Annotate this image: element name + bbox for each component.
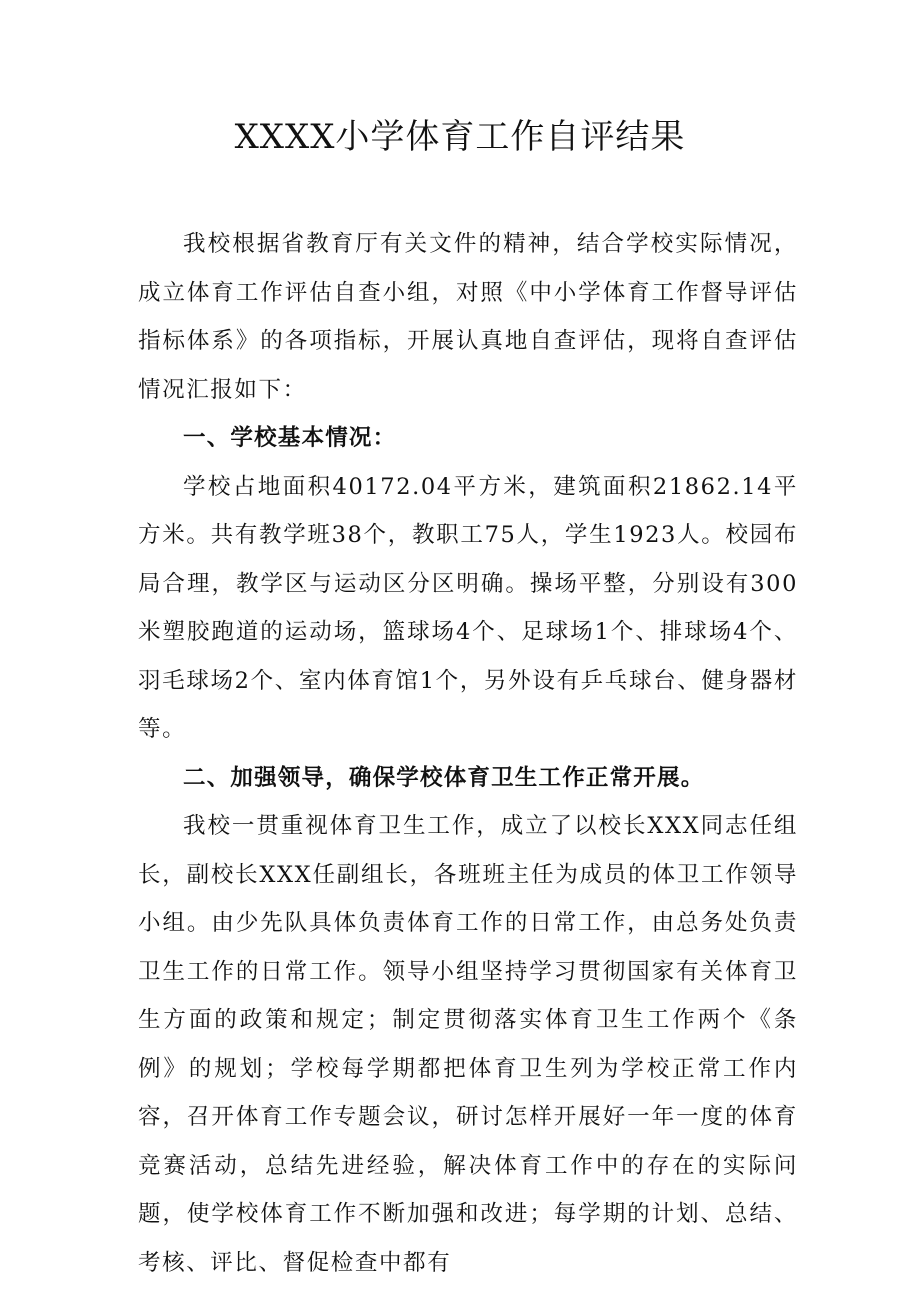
leadership-paragraph: 我校一贯重视体育卫生工作，成立了以校长XXX同志任组长，副校长XXX任副组长，各班班主任为成员的体卫工作领导小组。由少先队具体负责体育工作的日常工作，由总务处负责卫生工作的日常工作。领导小组坚持学习贯彻国家有关体育卫生方面的政策和规定；制定贯彻落实体育卫生工作两个《条例》的规划；学校每学期都把体育卫生列为学校正常工作内容，召开体育工作专题会议，研讨怎样开展好一年一度的体育竞赛活动，总结先进经验，解决体育工作中的存在的实际问题，使学校体育工作不断加强和改进；每学期的计划、总结、考核、评比、督促检查中都有 (138, 813, 798, 1276)
basic-info-paragraph: 学校占地面积40172.04平方米，建筑面积21862.14平方米。共有教学班38个，教职工75人，学生1923人。校园布局合理，教学区与运动区分区明确。操场平整，分别设有300米塑胶跑道的运动场，篮球场4个、足球场1个、排球场4个、羽毛球场2个、室内体育馆1个，另外设有乒乓球台、健身器材等。 (138, 473, 798, 742)
document-body (138, 220, 798, 1287)
document-title: XXXX小学体育工作自评结果 (234, 117, 686, 157)
section-heading-basic-info: 一、学校基本情况： (183, 425, 397, 451)
section-heading-leadership: 二、加强领导，确保学校体育卫生工作正常开展。 (183, 764, 705, 791)
intro-paragraph: 我校根据省教育厅有关文件的精神，结合学校实际情况，成立体育工作评估自查小组，对照《中小学体育工作督导评估指标体系》的各项指标，开展认真地自查评估，现将自查评估情况汇报如下： (138, 231, 798, 403)
